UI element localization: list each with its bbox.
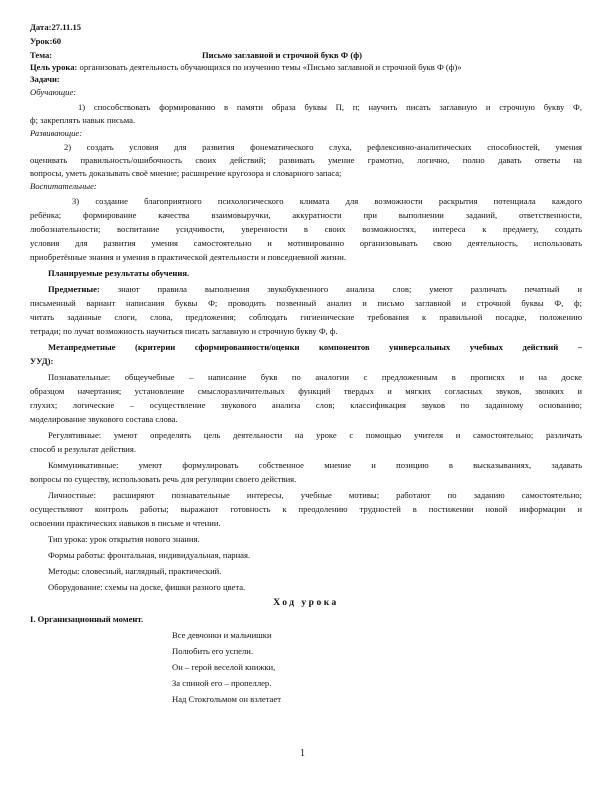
cognitive-line-3: глухих; логические – осуществление звукового анализа слов; классификация звуков по заданному основанию; xyxy=(30,400,582,410)
developing-label: Развивающие: xyxy=(30,128,83,138)
subject-line-4: тетради; по лучат возможность научиться писать заглавную и строчную букву Ф, ф. xyxy=(30,326,338,336)
communicative-line-1: Коммуникативные: умеют формулировать собственное мнение и позицию в высказываниях, задавать xyxy=(48,460,582,470)
personal-line-3: освоении практических навыков в письме и чтении. xyxy=(30,518,221,528)
educational-label: Обучающие: xyxy=(30,87,77,97)
meta-line-1: Метапредметные (критерии сформированности/оценки компонентов универсальных учебных действий – xyxy=(48,342,582,352)
upbringing-line-5: приобретённые знания и умения в практической деятельности и повседневной жизни. xyxy=(30,252,347,262)
poem-line-1: Все девчонки и мальчишки xyxy=(172,630,272,640)
results-heading: Планируемые результаты обучения. xyxy=(48,268,190,278)
subject-line-3: читать заданные слоги, слова, предложения; соблюдать гигиенические требования к правильной посадке, положению xyxy=(30,312,582,322)
poem-line-2: Полюбить его успели. xyxy=(172,646,254,656)
page-number: 1 xyxy=(300,748,305,759)
personal-line-1: Личностные: расширяют познавательные интересы, учебные мотивы; работают по заданию самостоятельно; xyxy=(48,490,582,500)
cognitive-line-1: Познавательные: общеучебные – написание букв по аналогии с предложенным в прописях и на доске xyxy=(48,372,582,382)
educational-line-2: ф; закреплять навык письма. xyxy=(30,115,136,125)
cognitive-line-2: образцом начертания; установление смыслоразличительных функций твердых и мягких согласных звуков, звонких и xyxy=(30,386,582,396)
developing-line-2: оценивать правильность/ошибочность своих действий; развивать умение грамотно, логично, полно давать ответы на xyxy=(30,155,582,165)
goal-text: организовать деятельность обучающихся по изучению темы «Письмо заглавной и строчной букв Ф (ф)» xyxy=(79,62,462,72)
upbringing-line-4: условия для развития умения самостоятельно и мотивированно организовывать свою деятельность, использовать xyxy=(30,238,582,248)
section-1-heading: I. Организационный момент. xyxy=(30,614,144,624)
upbringing-line-3: любознательности; воспитание усидчивости, уверенности в своих возможностях, интереса к предмету, создать xyxy=(30,224,582,234)
tasks-label: Задачи: xyxy=(30,74,60,84)
date-line: Дата:27.11.15 xyxy=(30,22,82,32)
methods-line: Методы: словесный, наглядный, практический. xyxy=(48,566,222,576)
upbringing-line-2: ребёнка; формирование качества взаимовыручки, аккуратности при выполнении заданий, ответственности, xyxy=(30,210,582,220)
regulatory-line-1: Регулятивные: умеют определять цель деятельности на уроке с помощью учителя и самостоятельно; различать xyxy=(48,430,582,440)
subject-line-1 xyxy=(48,284,582,294)
developing-line-1: 2) создать условия для развития фонематического слуха, рефлексивно-аналитических способностей, умения xyxy=(64,142,582,152)
lesson-type-line: Тип урока: урок открытия нового знания. xyxy=(48,534,200,544)
topic-text: Письмо заглавной и строчной букв Ф (ф) xyxy=(202,50,362,60)
personal-line-2: осуществляют контроль работы; выражают готовность к преодолению трудностей в постижении новой информации и xyxy=(30,504,582,514)
upbringing-label: Воспитательные: xyxy=(30,181,97,191)
educational-line-1: 1) способствовать формированию в памяти образа буквы П, п; научить писать заглавную и строчную букву Ф, xyxy=(78,102,582,112)
upbringing-line-1: 3) создание благоприятного психологического климата для возможности раскрытия потенциала каждого xyxy=(72,196,582,206)
work-forms-line: Формы работы: фронтальная, индивидуальная, парная. xyxy=(48,550,251,560)
course-heading: Ход урока xyxy=(273,598,339,608)
goal-label: Цель урока: xyxy=(30,62,78,72)
topic-line xyxy=(30,50,582,60)
goal-line xyxy=(30,62,582,72)
developing-line-3: вопросы, уметь доказывать своё мнение; расширение кругозора и словарного запаса; xyxy=(30,168,342,178)
regulatory-line-2: способ и результат действия. xyxy=(30,444,137,454)
subject-text-1: знают правила выполнения звукобуквенного анализа слов; умеют различать печатный и xyxy=(117,284,582,294)
lesson-number-line: Урок:60 xyxy=(30,36,62,46)
topic-label: Тема: xyxy=(30,50,53,60)
communicative-line-2: вопросы по существу, использовать речь для регуляции своего действия. xyxy=(30,474,297,484)
poem-line-5: Над Стокгольмом он взлетает xyxy=(172,694,281,704)
meta-line-2: УУД): xyxy=(30,356,54,366)
poem-line-3: Он – герой веселой книжки, xyxy=(172,662,276,672)
subject-label: Предметные: xyxy=(48,284,100,294)
equipment-line: Оборудование: схемы на доске, фишки разного цвета. xyxy=(48,582,246,592)
poem-line-4: За спиной его – пропеллер. xyxy=(172,678,272,688)
subject-line-2: письменный вариант написания буквы Ф; проводить позвенный анализ и письмо заглавной и строчной буквы Ф, ф; xyxy=(30,298,582,308)
cognitive-line-4: моделирование звукового состава слова. xyxy=(30,414,178,424)
